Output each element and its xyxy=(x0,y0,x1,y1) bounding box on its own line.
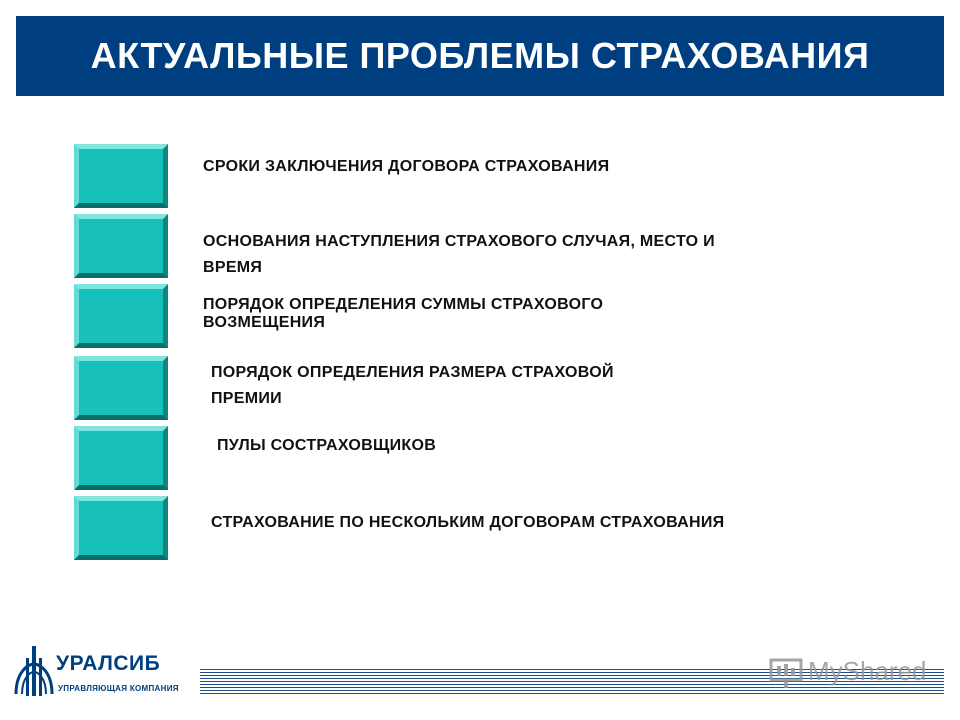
item-line: ПРЕМИИ xyxy=(211,390,282,407)
item-text-2 xyxy=(203,229,715,281)
bullet-square-4 xyxy=(74,356,168,420)
item-line: ПУЛЫ СОСТРАХОВЩИКОВ xyxy=(217,437,437,454)
item-text-5 xyxy=(217,437,436,455)
watermark-text: MyShared xyxy=(808,656,927,686)
item-line: СТРАХОВАНИЕ ПО НЕСКОЛЬКИМ ДОГОВОРАМ СТРАХОВАНИЯ xyxy=(211,514,725,531)
item-text-1 xyxy=(203,158,609,176)
watermark xyxy=(768,652,928,692)
bullet-square-3 xyxy=(74,284,168,348)
logo-subtitle: УПРАВЛЯЮЩАЯ КОМПАНИЯ xyxy=(58,684,179,693)
slide-title: АКТУАЛЬНЫЕ ПРОБЛЕМЫ СТРАХОВАНИЯ xyxy=(90,35,870,76)
bullet-square-1 xyxy=(74,144,168,208)
bullet-square-6 xyxy=(74,496,168,560)
logo-name: УРАЛСИБ xyxy=(56,652,161,675)
bullet-square-2 xyxy=(74,214,168,278)
title-bar xyxy=(16,16,944,96)
item-line: ПОРЯДОК ОПРЕДЕЛЕНИЯ СУММЫ СТРАХОВОГО xyxy=(203,296,604,313)
item-line: СРОКИ ЗАКЛЮЧЕНИЯ ДОГОВОРА СТРАХОВАНИЯ xyxy=(203,158,610,175)
presentation-icon xyxy=(768,656,804,692)
uralsib-emblem-icon xyxy=(12,644,56,700)
item-text-6 xyxy=(211,514,724,532)
item-line: ВРЕМЯ xyxy=(203,259,263,276)
item-text-4 xyxy=(211,360,614,412)
uralsib-logo xyxy=(12,644,192,700)
item-line: ОСНОВАНИЯ НАСТУПЛЕНИЯ СТРАХОВОГО СЛУЧАЯ, МЕСТО И xyxy=(203,233,715,250)
item-text-3 xyxy=(203,296,603,332)
bullet-square-5 xyxy=(74,426,168,490)
item-line: ВОЗМЕЩЕНИЯ xyxy=(203,314,326,331)
item-line: ПОРЯДОК ОПРЕДЕЛЕНИЯ РАЗМЕРА СТРАХОВОЙ xyxy=(211,364,614,381)
